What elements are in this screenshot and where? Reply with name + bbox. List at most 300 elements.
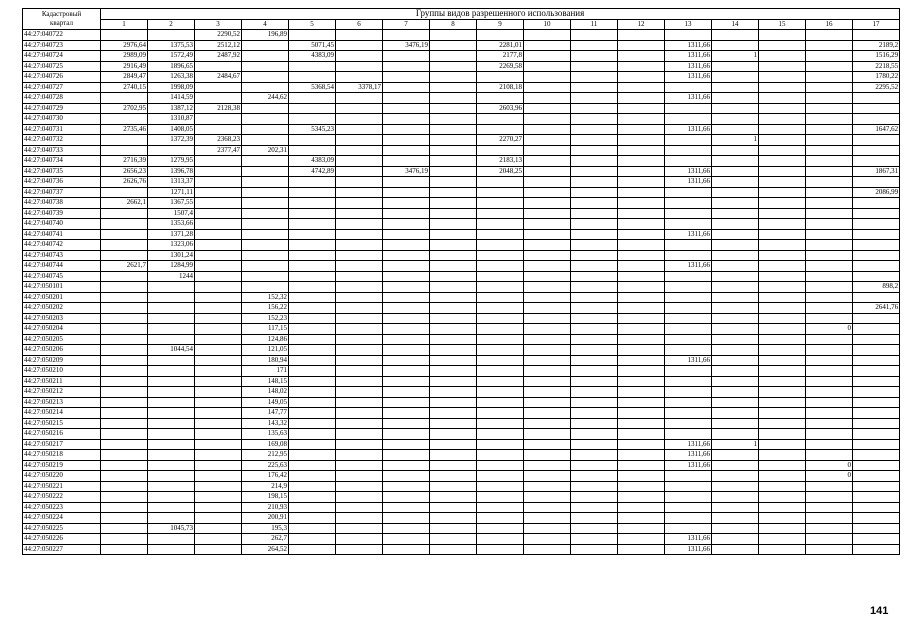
value-cell — [289, 219, 336, 230]
value-cell: 1284,99 — [148, 261, 195, 272]
value-cell: 1311,66 — [665, 72, 712, 83]
value-cell — [618, 82, 665, 93]
value-cell — [806, 145, 853, 156]
value-cell — [806, 313, 853, 324]
value-cell — [806, 166, 853, 177]
value-cell — [195, 408, 242, 419]
table-row — [23, 30, 900, 41]
value-cell — [571, 324, 618, 335]
value-cell — [665, 429, 712, 440]
value-cell: 1311,66 — [665, 177, 712, 188]
value-cell — [289, 439, 336, 450]
value-cell — [101, 240, 148, 251]
value-cell — [618, 376, 665, 387]
value-cell — [618, 219, 665, 230]
value-cell — [195, 240, 242, 251]
cadastral-quarter-cell: 44:27:040730 — [23, 114, 101, 125]
value-cell — [524, 40, 571, 51]
cadastral-quarter-cell: 44:27:040742 — [23, 240, 101, 251]
value-cell — [571, 51, 618, 62]
column-number-header: 4 — [242, 19, 289, 30]
value-cell — [665, 523, 712, 534]
table-row — [23, 439, 900, 450]
table-row — [23, 513, 900, 524]
value-cell — [712, 156, 759, 167]
value-cell — [806, 250, 853, 261]
value-cell — [242, 61, 289, 72]
value-cell — [853, 513, 900, 524]
value-cell: 1311,66 — [665, 450, 712, 461]
value-cell: 2716,39 — [101, 156, 148, 167]
value-cell — [618, 40, 665, 51]
value-cell — [383, 250, 430, 261]
table-row — [23, 61, 900, 72]
value-cell — [571, 292, 618, 303]
value-cell — [665, 481, 712, 492]
table-row — [23, 219, 900, 230]
cadastral-quarter-cell: 44:27:040732 — [23, 135, 101, 146]
value-cell — [665, 292, 712, 303]
value-cell: 148,15 — [242, 376, 289, 387]
value-cell — [430, 145, 477, 156]
value-cell — [618, 387, 665, 398]
value-cell — [571, 187, 618, 198]
value-cell: 1323,06 — [148, 240, 195, 251]
value-cell — [383, 418, 430, 429]
value-cell — [336, 187, 383, 198]
value-cell — [195, 544, 242, 555]
value-cell — [853, 198, 900, 209]
value-cell — [524, 208, 571, 219]
value-cell — [712, 114, 759, 125]
value-cell: 1375,53 — [148, 40, 195, 51]
value-cell — [289, 282, 336, 293]
value-cell — [524, 387, 571, 398]
value-cell — [289, 93, 336, 104]
value-cell — [759, 177, 806, 188]
table-row — [23, 544, 900, 555]
value-cell — [383, 408, 430, 419]
value-cell — [524, 397, 571, 408]
value-cell — [101, 439, 148, 450]
cadastral-quarter-cell: 44:27:050226 — [23, 534, 101, 545]
value-cell — [665, 156, 712, 167]
value-cell: 1353,66 — [148, 219, 195, 230]
value-cell — [853, 261, 900, 272]
value-cell: 2183,13 — [477, 156, 524, 167]
value-cell — [195, 261, 242, 272]
value-cell — [477, 345, 524, 356]
value-cell: 2295,52 — [853, 82, 900, 93]
value-cell — [336, 513, 383, 524]
table-row — [23, 345, 900, 356]
value-cell — [336, 166, 383, 177]
value-cell: 1408,05 — [148, 124, 195, 135]
value-cell — [195, 397, 242, 408]
value-cell — [665, 198, 712, 209]
value-cell — [195, 376, 242, 387]
value-cell — [524, 61, 571, 72]
value-cell: 3476,19 — [383, 40, 430, 51]
value-cell: 1044,54 — [148, 345, 195, 356]
value-cell — [712, 324, 759, 335]
value-cell — [759, 208, 806, 219]
value-cell: 1414,59 — [148, 93, 195, 104]
value-cell — [806, 177, 853, 188]
value-cell: 1279,95 — [148, 156, 195, 167]
value-cell — [430, 481, 477, 492]
value-cell: 117,15 — [242, 324, 289, 335]
value-cell — [383, 292, 430, 303]
value-cell — [853, 250, 900, 261]
value-cell — [101, 408, 148, 419]
value-cell — [336, 114, 383, 125]
value-cell: 2281,01 — [477, 40, 524, 51]
value-cell — [430, 460, 477, 471]
value-cell: 1396,78 — [148, 166, 195, 177]
value-cell — [383, 135, 430, 146]
value-cell — [148, 387, 195, 398]
value-cell — [665, 324, 712, 335]
value-cell: 2484,67 — [195, 72, 242, 83]
value-cell — [477, 366, 524, 377]
column-number-header: 13 — [665, 19, 712, 30]
value-cell — [759, 345, 806, 356]
value-cell — [242, 72, 289, 83]
value-cell — [524, 313, 571, 324]
value-cell — [712, 523, 759, 534]
value-cell — [853, 156, 900, 167]
value-cell — [195, 481, 242, 492]
value-cell — [289, 418, 336, 429]
value-cell — [477, 240, 524, 251]
value-cell — [195, 187, 242, 198]
value-cell — [101, 345, 148, 356]
value-cell — [853, 523, 900, 534]
value-cell — [759, 481, 806, 492]
value-cell — [571, 376, 618, 387]
value-cell — [383, 93, 430, 104]
value-cell — [759, 460, 806, 471]
value-cell — [618, 513, 665, 524]
value-cell — [101, 513, 148, 524]
value-cell — [618, 418, 665, 429]
value-cell — [195, 271, 242, 282]
table-row — [23, 397, 900, 408]
value-cell — [524, 187, 571, 198]
value-cell — [148, 376, 195, 387]
value-cell — [806, 72, 853, 83]
value-cell — [853, 376, 900, 387]
cadastral-quarter-cell: 44:27:040744 — [23, 261, 101, 272]
value-cell — [524, 303, 571, 314]
value-cell: 2662,1 — [101, 198, 148, 209]
value-cell — [712, 93, 759, 104]
value-cell — [195, 429, 242, 440]
value-cell: 1244 — [148, 271, 195, 282]
value-cell — [195, 492, 242, 503]
value-cell — [430, 366, 477, 377]
value-cell: 1311,66 — [665, 61, 712, 72]
value-cell — [759, 376, 806, 387]
value-cell — [618, 481, 665, 492]
value-cell — [148, 418, 195, 429]
value-cell — [759, 513, 806, 524]
value-cell — [383, 156, 430, 167]
value-cell — [665, 408, 712, 419]
value-cell — [195, 439, 242, 450]
value-cell — [571, 145, 618, 156]
value-cell — [712, 502, 759, 513]
cadastral-quarter-cell: 44:27:050224 — [23, 513, 101, 524]
value-cell — [712, 471, 759, 482]
value-cell — [242, 219, 289, 230]
value-cell — [618, 408, 665, 419]
value-cell — [195, 93, 242, 104]
value-cell: 1516,29 — [853, 51, 900, 62]
value-cell — [806, 429, 853, 440]
value-cell — [195, 366, 242, 377]
value-cell — [430, 271, 477, 282]
value-cell: 2368,23 — [195, 135, 242, 146]
value-cell — [148, 502, 195, 513]
value-cell — [101, 229, 148, 240]
value-cell — [430, 324, 477, 335]
value-cell — [712, 460, 759, 471]
table-row — [23, 292, 900, 303]
value-cell — [853, 292, 900, 303]
value-cell — [853, 135, 900, 146]
table-row — [23, 135, 900, 146]
value-cell — [430, 72, 477, 83]
cadastral-quarter-header — [23, 9, 101, 30]
cadastral-quarter-cell: 44:27:040734 — [23, 156, 101, 167]
value-cell — [477, 177, 524, 188]
value-cell — [477, 523, 524, 534]
value-cell — [477, 271, 524, 282]
value-cell — [759, 282, 806, 293]
column-number-header: 7 — [383, 19, 430, 30]
value-cell — [101, 334, 148, 345]
table-row — [23, 376, 900, 387]
value-cell — [759, 135, 806, 146]
value-cell — [101, 492, 148, 503]
value-cell — [336, 93, 383, 104]
value-cell — [571, 502, 618, 513]
value-cell — [148, 355, 195, 366]
value-cell — [853, 450, 900, 461]
value-cell — [195, 166, 242, 177]
value-cell: 1313,37 — [148, 177, 195, 188]
value-cell — [571, 303, 618, 314]
value-cell — [101, 313, 148, 324]
table-row — [23, 103, 900, 114]
value-cell: 210,93 — [242, 502, 289, 513]
value-cell — [430, 313, 477, 324]
table-row — [23, 366, 900, 377]
value-cell — [524, 523, 571, 534]
value-cell — [759, 397, 806, 408]
value-cell — [759, 166, 806, 177]
value-cell — [524, 355, 571, 366]
value-cell — [477, 303, 524, 314]
value-cell — [759, 429, 806, 440]
value-cell: 2218,55 — [853, 61, 900, 72]
table-row — [23, 229, 900, 240]
value-cell: 2702,95 — [101, 103, 148, 114]
value-cell — [430, 240, 477, 251]
value-cell — [289, 177, 336, 188]
table-row — [23, 145, 900, 156]
value-cell — [289, 114, 336, 125]
value-cell — [853, 103, 900, 114]
value-cell — [430, 471, 477, 482]
value-cell — [477, 418, 524, 429]
value-cell — [806, 51, 853, 62]
value-cell — [712, 187, 759, 198]
cadastral-quarter-cell: 44:27:040739 — [23, 208, 101, 219]
value-cell: 2656,23 — [101, 166, 148, 177]
value-cell — [759, 240, 806, 251]
table-row — [23, 418, 900, 429]
value-cell — [759, 198, 806, 209]
value-cell: 198,15 — [242, 492, 289, 503]
value-cell: 1780,22 — [853, 72, 900, 83]
value-cell — [571, 135, 618, 146]
value-cell — [242, 82, 289, 93]
value-cell: 1311,66 — [665, 439, 712, 450]
value-cell — [853, 271, 900, 282]
value-cell — [336, 397, 383, 408]
value-cell — [571, 271, 618, 282]
value-cell: 1311,66 — [665, 460, 712, 471]
value-cell — [195, 156, 242, 167]
value-cell — [383, 30, 430, 41]
value-cell — [336, 303, 383, 314]
value-cell — [853, 481, 900, 492]
value-cell: 2989,09 — [101, 51, 148, 62]
value-cell — [712, 208, 759, 219]
value-cell — [524, 429, 571, 440]
value-cell — [712, 366, 759, 377]
value-cell — [524, 450, 571, 461]
value-cell — [712, 177, 759, 188]
value-cell — [571, 513, 618, 524]
value-cell — [524, 166, 571, 177]
cadastral-quarter-cell: 44:27:050219 — [23, 460, 101, 471]
value-cell — [383, 187, 430, 198]
value-cell — [618, 135, 665, 146]
value-cell — [759, 51, 806, 62]
value-cell: 244,62 — [242, 93, 289, 104]
value-cell — [759, 387, 806, 398]
cadastral-quarter-cell: 44:27:050216 — [23, 429, 101, 440]
value-cell — [571, 366, 618, 377]
value-cell: 225,63 — [242, 460, 289, 471]
value-cell — [336, 240, 383, 251]
value-cell: 2290,52 — [195, 30, 242, 41]
value-cell — [853, 366, 900, 377]
value-cell — [618, 187, 665, 198]
cadastral-quarter-cell: 44:27:050201 — [23, 292, 101, 303]
value-cell — [430, 219, 477, 230]
value-cell — [383, 513, 430, 524]
value-cell — [618, 334, 665, 345]
value-cell — [195, 61, 242, 72]
value-cell: 1263,38 — [148, 72, 195, 83]
cadastral-quarter-cell: 44:27:040725 — [23, 61, 101, 72]
value-cell — [665, 513, 712, 524]
value-cell — [618, 208, 665, 219]
value-cell: 1572,49 — [148, 51, 195, 62]
value-cell — [806, 376, 853, 387]
value-cell — [853, 534, 900, 545]
cadastral-quarter-cell: 44:27:040733 — [23, 145, 101, 156]
value-cell — [195, 292, 242, 303]
value-cell — [336, 523, 383, 534]
value-cell — [759, 492, 806, 503]
value-cell — [336, 334, 383, 345]
value-cell — [806, 366, 853, 377]
value-cell — [618, 366, 665, 377]
cadastral-quarter-cell: 44:27:040726 — [23, 72, 101, 83]
value-cell — [477, 208, 524, 219]
value-cell — [524, 502, 571, 513]
value-cell — [383, 198, 430, 209]
value-cell — [759, 271, 806, 282]
value-cell — [289, 313, 336, 324]
value-cell — [289, 261, 336, 272]
value-cell — [712, 166, 759, 177]
value-cell — [148, 481, 195, 492]
value-cell — [430, 355, 477, 366]
value-cell — [665, 366, 712, 377]
table-row — [23, 534, 900, 545]
value-cell — [195, 177, 242, 188]
value-cell — [383, 51, 430, 62]
cadastral-quarter-cell: 44:27:050202 — [23, 303, 101, 314]
value-cell — [806, 355, 853, 366]
value-cell — [712, 418, 759, 429]
value-cell — [148, 397, 195, 408]
value-cell — [853, 471, 900, 482]
value-cell — [712, 124, 759, 135]
value-cell — [806, 502, 853, 513]
value-cell — [430, 513, 477, 524]
value-cell — [242, 103, 289, 114]
value-cell — [524, 334, 571, 345]
value-cell — [712, 397, 759, 408]
value-cell — [618, 177, 665, 188]
value-cell — [289, 534, 336, 545]
value-cell — [430, 397, 477, 408]
value-cell — [571, 460, 618, 471]
page-number: 141 — [870, 605, 889, 617]
value-cell — [477, 429, 524, 440]
value-cell — [336, 103, 383, 114]
value-cell — [524, 30, 571, 41]
table-row — [23, 177, 900, 188]
value-cell — [524, 292, 571, 303]
value-cell — [289, 229, 336, 240]
value-cell — [618, 156, 665, 167]
value-cell: 5345,23 — [289, 124, 336, 135]
value-cell — [195, 303, 242, 314]
value-cell — [336, 324, 383, 335]
value-cell — [383, 366, 430, 377]
value-cell — [571, 240, 618, 251]
value-cell — [571, 93, 618, 104]
